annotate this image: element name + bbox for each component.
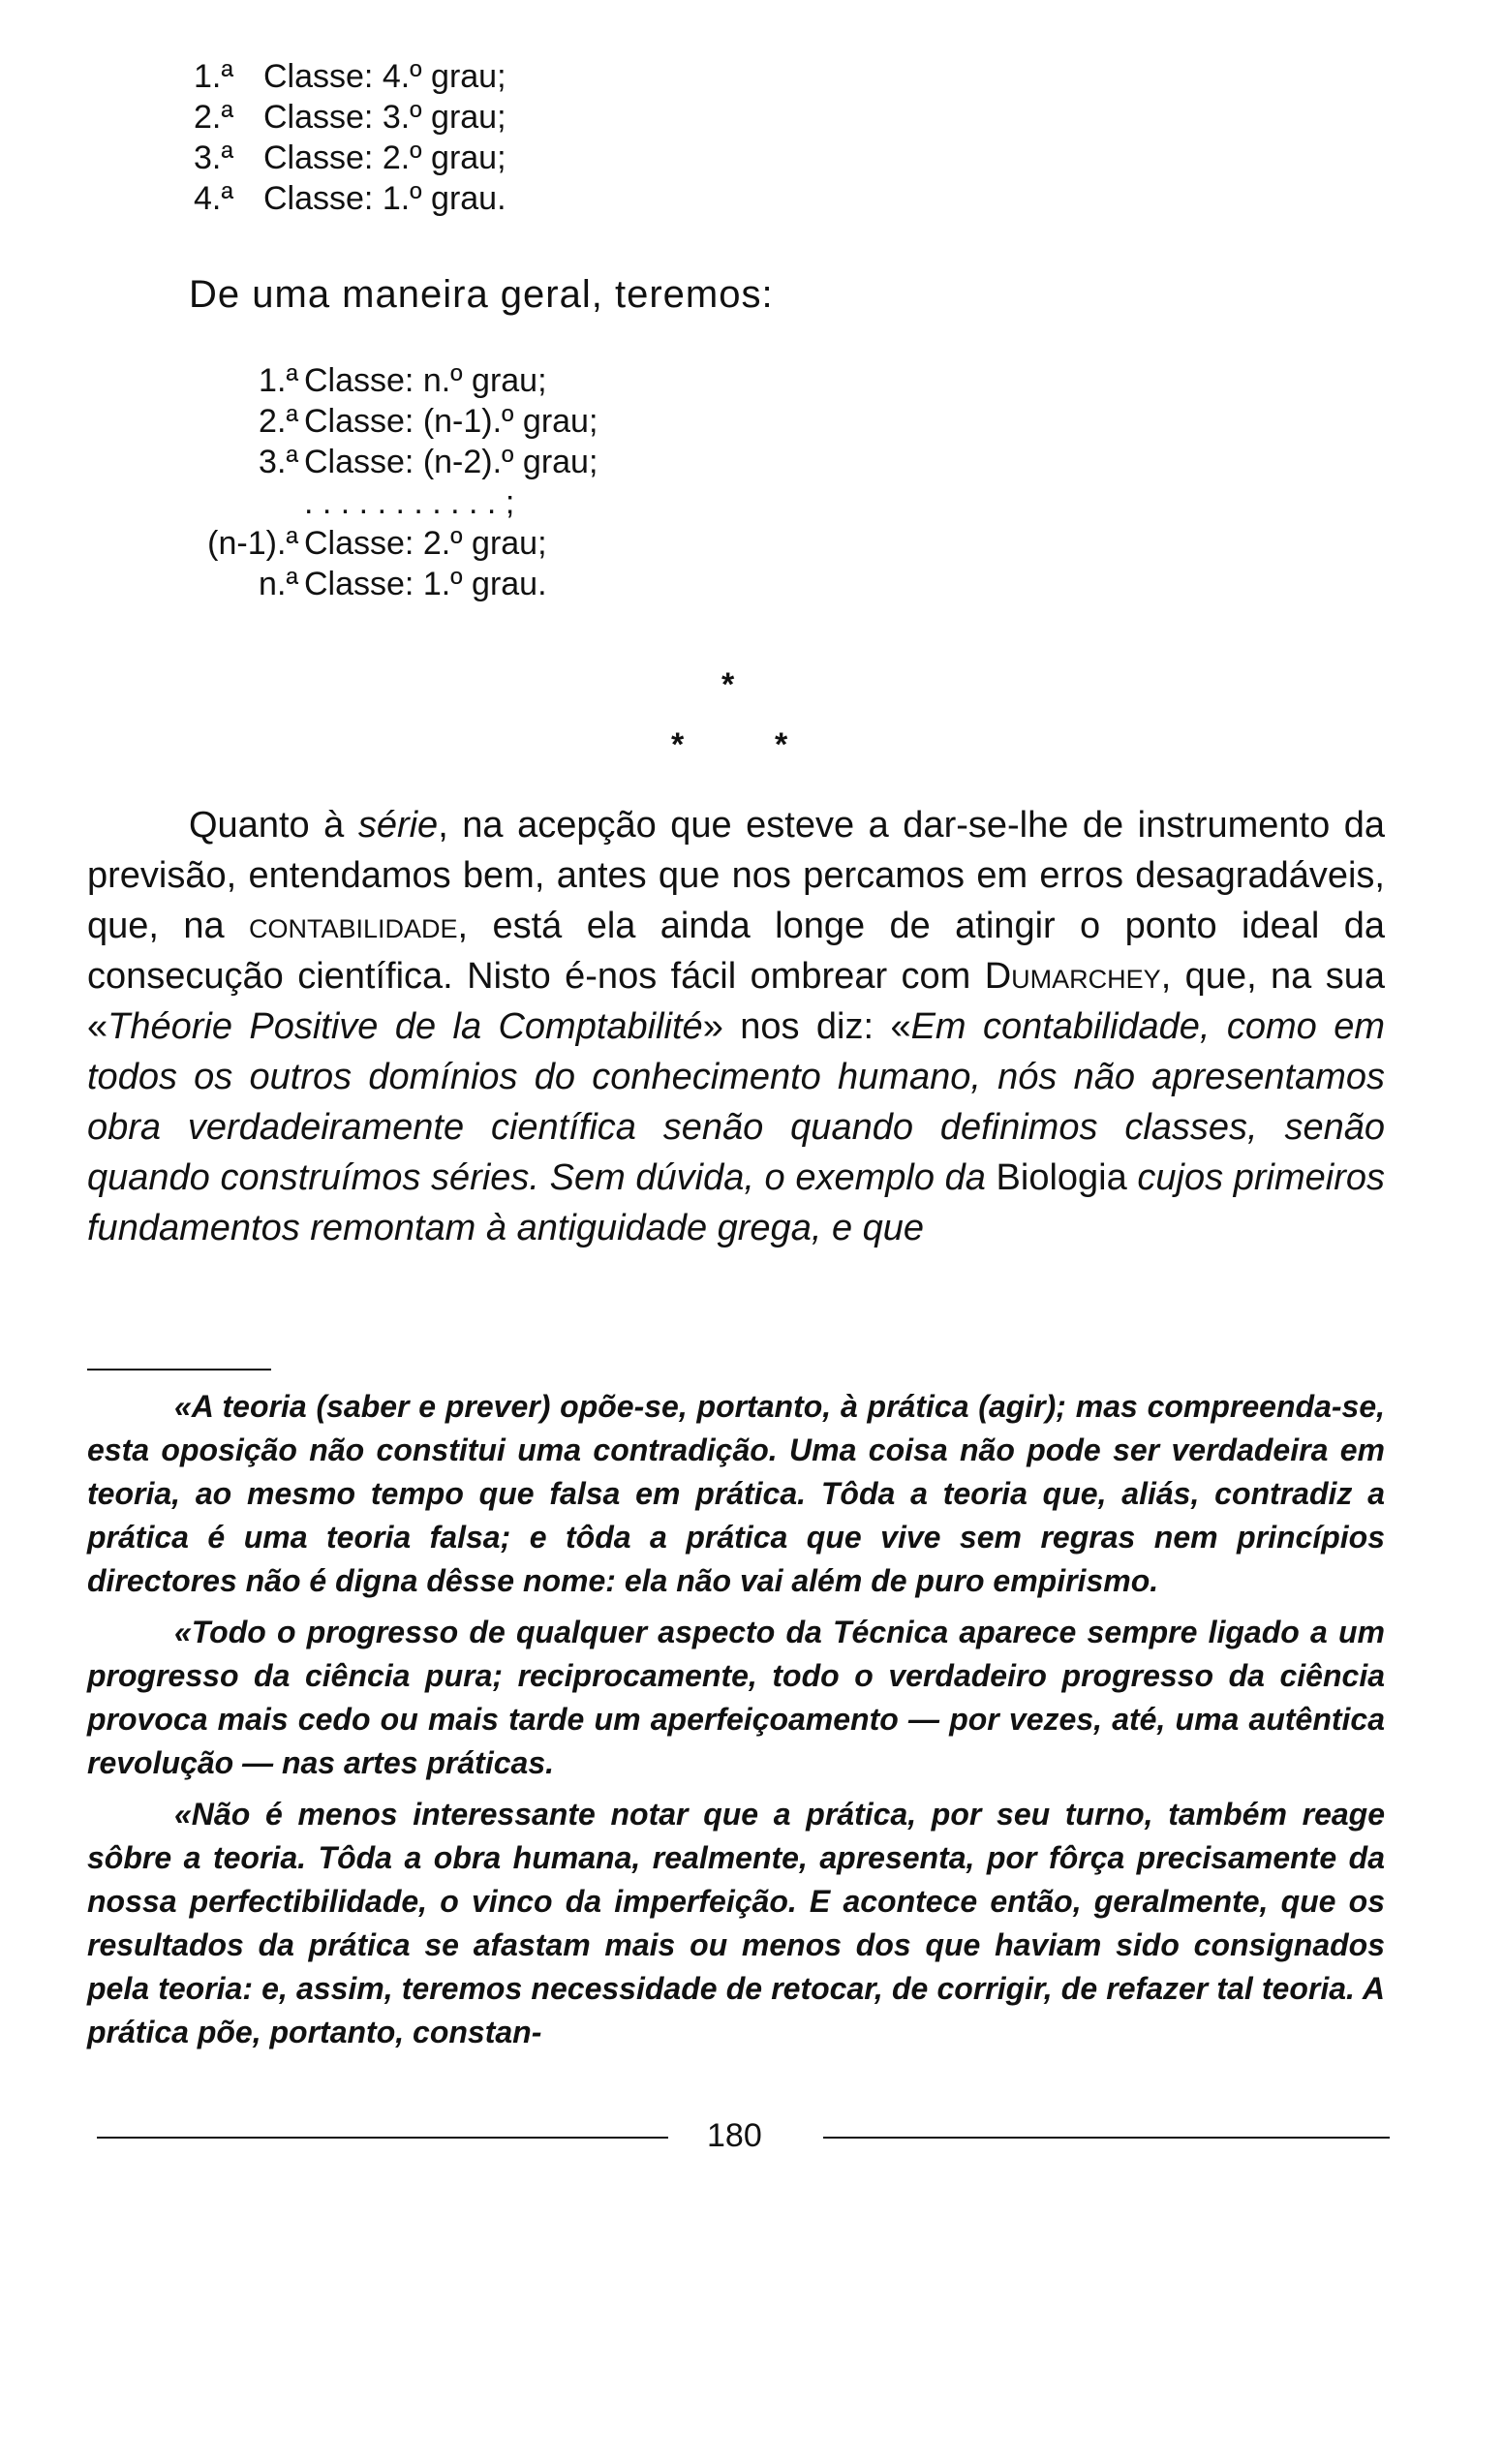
text-run-italic: cujos primeiros fundamentos remontam à antiguidade grega, e que	[87, 1157, 1385, 1248]
list-item-label: 2.ª	[194, 99, 233, 136]
list-item-text: Classe: n.º grau;	[304, 362, 547, 399]
footnote-paragraph: «Não é menos interessante notar que a prática, por seu turno, também reage sôbre a teoria. Tôda a obra humana, realmente, apresenta, por fôrça precisamente da nossa perfectibilidade, o vinco da imperfeição. E acontece então, geralmente, que os resultados da prática se afastam mais ou menos dos que haviam sido consignados pela teoria: e, assim, teremos necessidade de retocar, de corrigir, de refazer tal teoria. A prática põe, portanto, constan-	[87, 1797, 1385, 2049]
lead-sentence: De uma maneira geral, teremos:	[189, 273, 774, 316]
list-item	[194, 178, 506, 219]
text-run-italic: Théorie Positive de la Comptabilité	[107, 1006, 703, 1047]
text-run: , que, na sua «	[87, 956, 1386, 1047]
list-item-label: 1.ª	[259, 362, 298, 399]
section-asterisk: *	[671, 726, 685, 763]
list-item	[174, 564, 598, 604]
list-item-label: (n-1).ª	[207, 525, 298, 562]
text-run-smallcaps: Dumarchey	[984, 956, 1161, 997]
footnotes	[87, 1385, 1385, 2062]
text-run: Biologia	[996, 1157, 1127, 1198]
list-item-text: Classe: 2.º grau;	[304, 525, 547, 562]
text-run-italic: série	[357, 805, 439, 846]
page-footer	[0, 2117, 1503, 2156]
list-ellipsis	[174, 482, 598, 523]
text-run: » nos diz: «	[702, 1006, 911, 1047]
list-item-label: 1.ª	[194, 58, 233, 95]
list-item-text: Classe: (n-2).º grau;	[304, 444, 598, 480]
list-item	[194, 138, 506, 178]
list-item	[174, 360, 598, 401]
section-asterisk: *	[775, 726, 788, 763]
list-item-text: . . . . . . . . . . . ;	[304, 484, 515, 521]
list-item-label: 4.ª	[194, 180, 233, 217]
text-run: Quanto à	[189, 805, 358, 846]
list-item-text: Classe: 3.º grau;	[263, 99, 506, 136]
class-degree-list-specific	[194, 56, 506, 219]
text-run-italic: Em contabilidade, como em todos os outros domínios do conhecimento humano, nós não apresentamos obra verdadeiramente científica senão quando definimos classes, senão quando construímos séries. Sem dúvida, o exemplo da	[87, 1006, 1386, 1198]
list-item-text: Classe: 4.º grau;	[263, 58, 506, 95]
body-paragraph	[87, 800, 1385, 1253]
page-number: 180	[707, 2117, 762, 2154]
list-item-text: Classe: 1.º grau.	[304, 566, 547, 602]
footer-rule-left	[97, 2137, 668, 2139]
list-item-text: Classe: 1.º grau.	[263, 180, 506, 217]
text-run-smallcaps: contabilidade	[249, 906, 458, 946]
section-asterisk: *	[721, 666, 735, 703]
list-item-label: 2.ª	[259, 403, 298, 440]
list-item	[174, 523, 598, 564]
list-item	[194, 97, 506, 138]
footnote-rule	[87, 1369, 271, 1371]
list-item-text: Classe: (n-1).º grau;	[304, 403, 598, 440]
class-degree-list-general	[174, 360, 598, 604]
list-item-label: 3.ª	[194, 139, 233, 176]
list-item	[174, 401, 598, 442]
text-run: , na acepção que esteve a dar-se-lhe de instrumento da previsão, entendamos bem, antes que nos percamos em erros desagradáveis, que, na	[87, 805, 1385, 946]
list-item-label: 3.ª	[259, 444, 298, 480]
list-item	[194, 56, 506, 97]
footer-rule-right	[823, 2137, 1390, 2139]
text-run: , está ela ainda longe de atingir o ponto ideal da consecução científica. Nisto é-nos fácil ombrear com	[87, 906, 1385, 997]
footnote-paragraph: «A teoria (saber e prever) opõe-se, portanto, à prática (agir); mas compreenda-se, esta oposição não constitui uma contradição. Uma coisa não pode ser verdadeira em teoria, ao mesmo tempo que falsa em prática. Tôda a teoria que, aliás, contradiz a prática é uma teoria falsa; e tôda a prática que vive sem regras nem princípios directores não é digna dêsse nome: ela não vai além de puro empirismo.	[87, 1389, 1385, 1598]
list-item	[174, 442, 598, 482]
list-item-text: Classe: 2.º grau;	[263, 139, 506, 176]
footnote-paragraph: «Todo o progresso de qualquer aspecto da Técnica aparece sempre ligado a um progresso da ciência pura; reciprocamente, todo o verdadeiro progresso da ciência provoca mais cedo ou mais tarde um aperfeiçoamento — por vezes, até, uma autêntica revolução — nas artes práticas.	[87, 1615, 1385, 1780]
list-item-label: n.ª	[259, 566, 298, 602]
